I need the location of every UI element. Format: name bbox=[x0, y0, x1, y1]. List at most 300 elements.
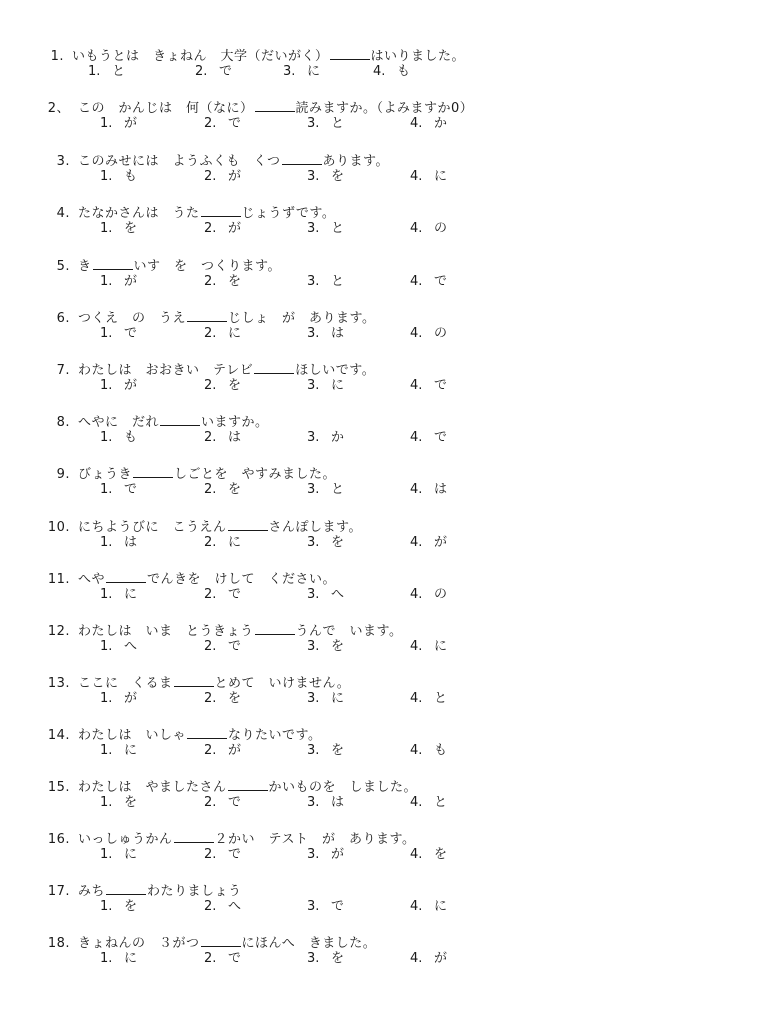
question-text-after-blank: なりたいです。 bbox=[228, 728, 322, 743]
question-item bbox=[0, 360, 768, 400]
answer-option bbox=[204, 115, 241, 133]
answer-option bbox=[410, 273, 447, 291]
answer-option bbox=[307, 638, 344, 656]
option-particle: が bbox=[124, 116, 138, 131]
answer-option bbox=[307, 429, 344, 447]
answer-option bbox=[307, 846, 344, 864]
answer-blank bbox=[106, 881, 146, 895]
answer-blank bbox=[228, 517, 268, 531]
answer-option bbox=[204, 846, 241, 864]
question-number: 17. bbox=[47, 884, 70, 899]
answer-option bbox=[410, 898, 447, 916]
question-text-before-blank: いっしゅうかん bbox=[78, 832, 173, 847]
answer-option bbox=[204, 898, 241, 916]
question-text-before-blank: わたしは おおきい テレビ bbox=[78, 363, 254, 378]
option-particle: が bbox=[228, 169, 242, 184]
option-number: 1. bbox=[100, 795, 113, 810]
option-number: 2. bbox=[204, 221, 217, 236]
question-text-after-blank: いますか。 bbox=[201, 415, 269, 430]
answer-option bbox=[100, 220, 137, 238]
option-number: 4. bbox=[410, 847, 423, 862]
question-item bbox=[0, 46, 768, 86]
answer-option bbox=[410, 168, 447, 186]
question-item bbox=[0, 829, 768, 869]
option-number: 3. bbox=[307, 169, 320, 184]
option-particle: を bbox=[124, 221, 138, 236]
option-particle: へ bbox=[124, 639, 138, 654]
question-number: 15. bbox=[47, 780, 70, 795]
answer-option bbox=[307, 273, 344, 291]
question-number: 7. bbox=[56, 363, 70, 378]
option-particle: で bbox=[228, 639, 242, 654]
answer-option bbox=[410, 481, 447, 499]
question-text-before-blank: きょねんの ３がつ bbox=[78, 936, 200, 951]
option-number: 4. bbox=[410, 378, 423, 393]
option-particle: に bbox=[124, 847, 138, 862]
option-number: 1. bbox=[100, 743, 113, 758]
answer-option bbox=[204, 273, 241, 291]
option-particle: と bbox=[331, 116, 345, 131]
option-particle: に bbox=[434, 639, 448, 654]
option-particle: で bbox=[124, 482, 138, 497]
answer-blank bbox=[93, 256, 133, 270]
option-particle: を bbox=[124, 795, 138, 810]
answer-option bbox=[307, 898, 344, 916]
question-text-after-blank: でんきを けして ください。 bbox=[147, 572, 337, 587]
answer-option bbox=[307, 115, 344, 133]
option-number: 2. bbox=[204, 639, 217, 654]
question-text-before-blank: へやに だれ bbox=[78, 415, 160, 430]
option-number: 1. bbox=[100, 274, 113, 289]
option-number: 2. bbox=[204, 274, 217, 289]
question-text-before-blank: わたしは やましたさん bbox=[78, 780, 227, 795]
answer-option bbox=[410, 794, 447, 812]
option-number: 4. bbox=[410, 691, 423, 706]
answer-option bbox=[100, 846, 137, 864]
option-particle: も bbox=[124, 169, 138, 184]
answer-option bbox=[100, 273, 137, 291]
answer-option bbox=[410, 377, 447, 395]
option-particle: と bbox=[331, 274, 345, 289]
question-item bbox=[0, 412, 768, 452]
option-particle: も bbox=[434, 743, 448, 758]
option-number: 2. bbox=[204, 951, 217, 966]
answer-option bbox=[100, 950, 137, 968]
answer-option bbox=[204, 690, 241, 708]
option-number: 1. bbox=[100, 639, 113, 654]
option-particle: が bbox=[228, 743, 242, 758]
answer-option bbox=[410, 846, 447, 864]
option-particle: が bbox=[124, 274, 138, 289]
question-text-before-blank: いもうとは きょねん 大学（だいがく） bbox=[72, 49, 329, 64]
question-text-before-blank: にちようびに こうえん bbox=[78, 520, 227, 535]
option-particle: を bbox=[331, 535, 345, 550]
question-text-after-blank: にほんへ きました。 bbox=[241, 936, 377, 951]
option-number: 4. bbox=[410, 221, 423, 236]
option-particle: に bbox=[434, 169, 448, 184]
option-number: 4. bbox=[410, 587, 423, 602]
answer-blank bbox=[133, 464, 173, 478]
option-number: 4. bbox=[410, 274, 423, 289]
answer-option bbox=[307, 377, 344, 395]
question-text-before-blank: つくえ の うえ bbox=[78, 311, 187, 326]
answer-option bbox=[410, 950, 447, 968]
option-number: 4. bbox=[410, 169, 423, 184]
answer-option bbox=[100, 638, 137, 656]
answer-option bbox=[100, 794, 137, 812]
option-number: 4. bbox=[410, 795, 423, 810]
option-number: 3. bbox=[307, 899, 320, 914]
option-number: 3. bbox=[307, 535, 320, 550]
option-particle: を bbox=[228, 691, 242, 706]
answer-option bbox=[204, 325, 241, 343]
option-particle: へ bbox=[331, 587, 345, 602]
option-particle: が bbox=[124, 378, 138, 393]
option-particle: を bbox=[228, 482, 242, 497]
option-particle: は bbox=[331, 795, 345, 810]
question-item bbox=[0, 777, 768, 817]
question-text-before-blank: みち bbox=[78, 884, 106, 899]
option-particle: と bbox=[112, 64, 126, 79]
option-number: 3. bbox=[307, 274, 320, 289]
answer-option bbox=[100, 481, 137, 499]
answer-blank bbox=[255, 621, 295, 635]
option-particle: は bbox=[331, 326, 345, 341]
option-particle: と bbox=[331, 482, 345, 497]
option-particle: を bbox=[331, 951, 345, 966]
option-particle: で bbox=[434, 378, 448, 393]
option-number: 3. bbox=[307, 743, 320, 758]
option-number: 4. bbox=[410, 116, 423, 131]
option-particle: が bbox=[124, 691, 138, 706]
answer-option bbox=[204, 742, 241, 760]
question-item bbox=[0, 203, 768, 243]
answer-option bbox=[410, 742, 447, 760]
option-number: 1. bbox=[100, 378, 113, 393]
answer-option bbox=[307, 168, 344, 186]
option-number: 2. bbox=[204, 587, 217, 602]
option-particle: の bbox=[434, 326, 448, 341]
answer-option bbox=[307, 481, 344, 499]
option-number: 2. bbox=[204, 116, 217, 131]
option-particle: は bbox=[434, 482, 448, 497]
option-particle: と bbox=[331, 221, 345, 236]
answer-option bbox=[100, 586, 137, 604]
answer-option bbox=[100, 690, 137, 708]
option-number: 3. bbox=[307, 482, 320, 497]
question-number: 11. bbox=[47, 572, 70, 587]
question-text-after-blank: かいものを しました。 bbox=[268, 780, 418, 795]
option-number: 2. bbox=[204, 847, 217, 862]
option-number: 4. bbox=[410, 743, 423, 758]
option-number: 2. bbox=[204, 326, 217, 341]
option-number: 1. bbox=[100, 899, 113, 914]
answer-option bbox=[100, 534, 137, 552]
option-particle: を bbox=[228, 274, 242, 289]
option-particle: が bbox=[331, 847, 345, 862]
option-number: 3. bbox=[307, 221, 320, 236]
answer-blank bbox=[201, 203, 241, 217]
answer-option bbox=[204, 794, 241, 812]
answer-option bbox=[307, 742, 344, 760]
option-particle: で bbox=[124, 326, 138, 341]
question-item bbox=[0, 98, 768, 138]
question-item bbox=[0, 621, 768, 661]
answer-option bbox=[410, 638, 447, 656]
question-text-before-blank: き bbox=[78, 259, 92, 274]
option-particle: を bbox=[124, 899, 138, 914]
option-number: 4. bbox=[410, 482, 423, 497]
option-number: 1. bbox=[100, 587, 113, 602]
answer-option bbox=[307, 950, 344, 968]
answer-option bbox=[307, 586, 344, 604]
option-particle: が bbox=[434, 535, 448, 550]
option-particle: で bbox=[219, 64, 233, 79]
option-particle: が bbox=[228, 221, 242, 236]
answer-option bbox=[410, 115, 447, 133]
answer-option bbox=[100, 168, 137, 186]
question-sentence bbox=[44, 725, 321, 745]
option-number: 4. bbox=[410, 430, 423, 445]
option-number: 1. bbox=[88, 64, 101, 79]
answer-option bbox=[100, 898, 137, 916]
question-text-after-blank: じしょ が あります。 bbox=[228, 311, 376, 326]
option-particle: で bbox=[228, 587, 242, 602]
question-sentence bbox=[44, 203, 335, 223]
option-particle: で bbox=[228, 795, 242, 810]
answer-option bbox=[283, 63, 320, 81]
answer-blank bbox=[187, 308, 227, 322]
question-item bbox=[0, 569, 768, 609]
option-number: 3. bbox=[307, 326, 320, 341]
answer-option bbox=[410, 534, 447, 552]
answer-blank bbox=[228, 777, 268, 791]
option-number: 3. bbox=[307, 951, 320, 966]
option-particle: の bbox=[434, 587, 448, 602]
option-particle: も bbox=[124, 430, 138, 445]
option-particle: も bbox=[397, 64, 411, 79]
question-item bbox=[0, 725, 768, 765]
question-sentence bbox=[44, 673, 350, 693]
answer-option bbox=[204, 586, 241, 604]
answer-option bbox=[204, 638, 241, 656]
question-text-before-blank: このみせには ようふくも くつ bbox=[78, 154, 281, 169]
option-particle: で bbox=[331, 899, 345, 914]
option-number: 1. bbox=[100, 691, 113, 706]
question-number: 13. bbox=[47, 676, 70, 691]
option-number: 2. bbox=[204, 691, 217, 706]
option-number: 3. bbox=[307, 116, 320, 131]
option-number: 1. bbox=[100, 430, 113, 445]
answer-blank bbox=[174, 829, 214, 843]
option-number: 1. bbox=[100, 116, 113, 131]
option-number: 4. bbox=[410, 535, 423, 550]
answer-option bbox=[88, 63, 125, 81]
question-text-after-blank: うんで います。 bbox=[295, 624, 403, 639]
option-number: 3. bbox=[307, 795, 320, 810]
option-number: 1. bbox=[100, 169, 113, 184]
answer-blank bbox=[254, 360, 294, 374]
question-text-after-blank: はいりました。 bbox=[370, 49, 466, 64]
answer-option bbox=[410, 325, 447, 343]
option-particle: で bbox=[228, 116, 242, 131]
option-number: 4. bbox=[410, 326, 423, 341]
answer-option bbox=[204, 950, 241, 968]
option-particle: か bbox=[434, 116, 448, 131]
option-particle: を bbox=[331, 639, 345, 654]
option-number: 2. bbox=[204, 378, 217, 393]
question-text-before-blank: わたしは いしゃ bbox=[78, 728, 187, 743]
option-number: 1. bbox=[100, 326, 113, 341]
question-text-after-blank: いす を つくります。 bbox=[133, 259, 281, 274]
question-text-after-blank: さんぽします。 bbox=[268, 520, 362, 535]
option-number: 1. bbox=[100, 535, 113, 550]
question-text-before-blank: へや bbox=[78, 572, 106, 587]
option-particle: を bbox=[331, 743, 345, 758]
question-text-after-blank: ２かい テスト が あります。 bbox=[214, 832, 416, 847]
option-number: 2. bbox=[204, 899, 217, 914]
question-text-after-blank: わたりましょう bbox=[147, 884, 242, 899]
answer-option bbox=[307, 690, 344, 708]
answer-option bbox=[307, 325, 344, 343]
option-particle: と bbox=[434, 691, 448, 706]
option-particle: は bbox=[228, 430, 242, 445]
answer-option bbox=[204, 481, 241, 499]
option-number: 3. bbox=[307, 378, 320, 393]
option-particle: へ bbox=[228, 899, 242, 914]
answer-option bbox=[307, 794, 344, 812]
question-text-before-blank: たなかさんは うた bbox=[78, 206, 200, 221]
question-number: 3. bbox=[56, 154, 70, 169]
question-item bbox=[0, 517, 768, 557]
question-text-before-blank: ここに くるま bbox=[78, 676, 173, 691]
answer-option bbox=[100, 377, 137, 395]
answer-blank bbox=[160, 412, 200, 426]
answer-option bbox=[100, 325, 137, 343]
question-item bbox=[0, 933, 768, 973]
option-particle: に bbox=[331, 378, 345, 393]
answer-option bbox=[204, 377, 241, 395]
answer-option bbox=[307, 220, 344, 238]
answer-blank bbox=[201, 933, 241, 947]
question-number: 16. bbox=[47, 832, 70, 847]
answer-option bbox=[307, 534, 344, 552]
option-number: 3. bbox=[307, 639, 320, 654]
option-particle: は bbox=[124, 535, 138, 550]
answer-option bbox=[100, 115, 137, 133]
question-text-after-blank: ほしいです。 bbox=[295, 363, 376, 378]
question-number: 12. bbox=[47, 624, 70, 639]
question-number: 9. bbox=[56, 467, 70, 482]
question-number: 14. bbox=[47, 728, 70, 743]
option-particle: に bbox=[331, 691, 345, 706]
option-number: 2. bbox=[204, 482, 217, 497]
answer-blank bbox=[106, 569, 146, 583]
question-number: 10. bbox=[47, 520, 70, 535]
option-particle: で bbox=[228, 951, 242, 966]
option-number: 2. bbox=[195, 64, 208, 79]
question-text-after-blank: じょうずです。 bbox=[241, 206, 336, 221]
option-particle: に bbox=[307, 64, 321, 79]
question-item bbox=[0, 881, 768, 921]
question-sentence bbox=[44, 569, 336, 589]
question-text-after-blank: しごとを やすみました。 bbox=[174, 467, 337, 482]
option-number: 2. bbox=[204, 169, 217, 184]
question-item bbox=[0, 256, 768, 296]
answer-option bbox=[410, 429, 447, 447]
option-particle: が bbox=[434, 951, 448, 966]
option-number: 4. bbox=[410, 899, 423, 914]
question-number: 18. bbox=[47, 936, 70, 951]
option-number: 1. bbox=[100, 482, 113, 497]
option-number: 1. bbox=[100, 951, 113, 966]
answer-option bbox=[373, 63, 410, 81]
option-number: 3. bbox=[307, 587, 320, 602]
answer-option bbox=[195, 63, 232, 81]
question-sentence bbox=[44, 256, 281, 276]
option-number: 2. bbox=[204, 430, 217, 445]
answer-option bbox=[410, 690, 447, 708]
question-sentence bbox=[44, 464, 336, 484]
question-item bbox=[0, 151, 768, 191]
question-text-after-blank: 読みますか。（よみますか0） bbox=[295, 101, 474, 116]
option-particle: を bbox=[434, 847, 448, 862]
answer-option bbox=[204, 534, 241, 552]
answer-option bbox=[204, 220, 241, 238]
option-number: 1. bbox=[100, 847, 113, 862]
option-number: 4. bbox=[410, 951, 423, 966]
question-number: 2、 bbox=[47, 101, 70, 116]
answer-option bbox=[410, 220, 447, 238]
question-text-before-blank: びょうき bbox=[78, 467, 133, 482]
option-number: 3. bbox=[307, 847, 320, 862]
question-text-after-blank: あります。 bbox=[322, 154, 389, 169]
option-number: 3. bbox=[307, 691, 320, 706]
question-item bbox=[0, 308, 768, 348]
option-number: 3. bbox=[307, 430, 320, 445]
option-number: 4. bbox=[410, 639, 423, 654]
answer-option bbox=[100, 429, 137, 447]
option-particle: で bbox=[228, 847, 242, 862]
option-number: 2. bbox=[204, 743, 217, 758]
option-particle: を bbox=[228, 378, 242, 393]
option-particle: で bbox=[434, 274, 448, 289]
answer-blank bbox=[174, 673, 214, 687]
option-particle: か bbox=[331, 430, 345, 445]
option-particle: に bbox=[124, 587, 138, 602]
answer-option bbox=[410, 586, 447, 604]
question-text-before-blank: わたしは いま とうきょう bbox=[78, 624, 254, 639]
question-number: 5. bbox=[56, 259, 70, 274]
option-particle: に bbox=[124, 743, 138, 758]
question-number: 8. bbox=[56, 415, 70, 430]
question-item bbox=[0, 673, 768, 713]
question-item bbox=[0, 464, 768, 504]
option-particle: で bbox=[434, 430, 448, 445]
option-particle: を bbox=[331, 169, 345, 184]
question-number: 1. bbox=[50, 49, 64, 64]
option-particle: に bbox=[124, 951, 138, 966]
answer-option bbox=[204, 168, 241, 186]
option-number: 2. bbox=[204, 535, 217, 550]
option-number: 4. bbox=[373, 64, 386, 79]
question-text-before-blank: この かんじは 何（なに） bbox=[78, 101, 254, 116]
answer-blank bbox=[282, 151, 322, 165]
option-particle: と bbox=[434, 795, 448, 810]
question-number: 6. bbox=[56, 311, 70, 326]
answer-option bbox=[100, 742, 137, 760]
option-particle: に bbox=[228, 535, 242, 550]
